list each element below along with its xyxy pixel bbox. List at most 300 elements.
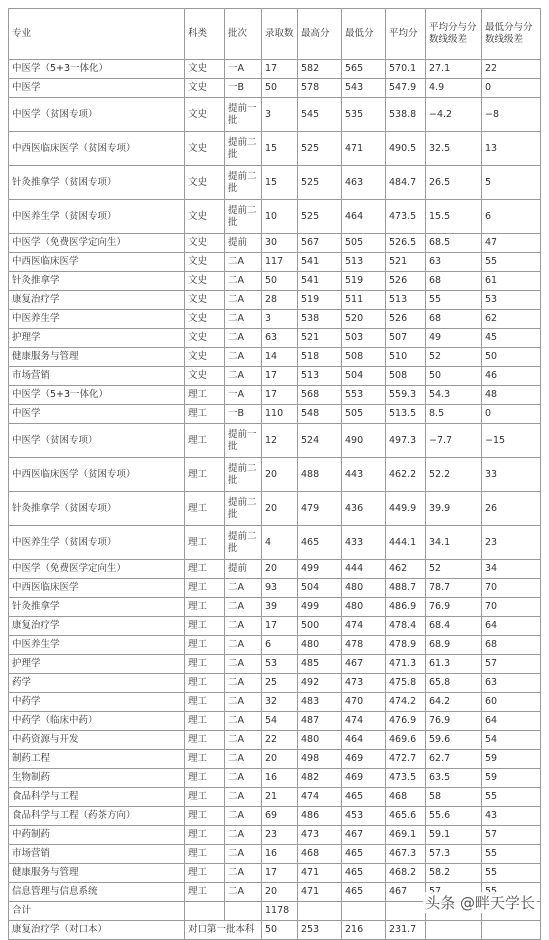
- table-cell: 17: [262, 60, 298, 79]
- table-cell: 3: [262, 310, 298, 329]
- table-cell: 提前: [225, 234, 262, 253]
- table-cell: 54.3: [426, 386, 482, 405]
- table-cell: 二A: [225, 367, 262, 386]
- table-cell: 47: [482, 234, 541, 253]
- table-cell: 理工: [185, 617, 225, 636]
- table-row: [9, 166, 541, 200]
- table-cell: 521: [298, 329, 342, 348]
- table-cell: 487: [298, 712, 342, 731]
- table-cell: 474.2: [386, 693, 426, 712]
- table-cell: 23: [262, 826, 298, 845]
- table-cell: 3: [262, 98, 298, 132]
- table-row: [9, 617, 541, 636]
- table-cell: 468: [298, 845, 342, 864]
- table-cell: 64: [482, 617, 541, 636]
- table-cell: 市场营销: [9, 845, 185, 864]
- table-cell: −15: [482, 424, 541, 458]
- table-cell: 473: [342, 674, 386, 693]
- header-row: [9, 9, 541, 60]
- table-row: [9, 788, 541, 807]
- table-cell: 58: [426, 788, 482, 807]
- table-cell: 465: [342, 845, 386, 864]
- total-label: 合计: [9, 902, 185, 921]
- empty-cell: [298, 902, 342, 921]
- table-cell: 538.8: [386, 98, 426, 132]
- table-cell: 34: [482, 560, 541, 579]
- table-cell: 55: [482, 253, 541, 272]
- table-cell: 68.4: [426, 617, 482, 636]
- table-cell: 436: [342, 492, 386, 526]
- table-cell: 提前二批: [225, 132, 262, 166]
- table-cell: 针灸推拿学: [9, 272, 185, 291]
- vocational-max: 253: [298, 921, 342, 940]
- table-cell: 中医学（5+3一体化）: [9, 386, 185, 405]
- table-cell: 469.6: [386, 731, 426, 750]
- watermark: 头条 @畔天学长: [425, 894, 535, 912]
- table-cell: 570.1: [386, 60, 426, 79]
- table-cell: 61.3: [426, 655, 482, 674]
- table-row: [9, 579, 541, 598]
- table-cell: 护理学: [9, 329, 185, 348]
- table-cell: 二A: [225, 253, 262, 272]
- table-cell: 25: [262, 674, 298, 693]
- table-cell: 8.5: [426, 405, 482, 424]
- table-cell: 二A: [225, 272, 262, 291]
- table-cell: 提前二批: [225, 492, 262, 526]
- table-cell: 二A: [225, 579, 262, 598]
- table-cell: 64: [482, 712, 541, 731]
- table-cell: 480: [298, 636, 342, 655]
- table-cell: 52: [426, 560, 482, 579]
- table-cell: 508: [386, 367, 426, 386]
- table-cell: 理工: [185, 712, 225, 731]
- table-cell: 473.5: [386, 769, 426, 788]
- table-row: [9, 234, 541, 253]
- table-cell: 68: [426, 310, 482, 329]
- table-cell: 50: [426, 367, 482, 386]
- table-cell: 499: [298, 560, 342, 579]
- table-cell: 503: [342, 329, 386, 348]
- table-cell: 理工: [185, 492, 225, 526]
- table-row: [9, 731, 541, 750]
- table-cell: 6: [262, 636, 298, 655]
- table-cell: 文史: [185, 329, 225, 348]
- table-cell: 理工: [185, 405, 225, 424]
- table-cell: 药学: [9, 674, 185, 693]
- header-major: 专业: [9, 9, 185, 60]
- table-cell: 68.9: [426, 636, 482, 655]
- table-cell: 17: [262, 386, 298, 405]
- table-cell: 文史: [185, 272, 225, 291]
- table-cell: 478.9: [386, 636, 426, 655]
- table-cell: 498: [298, 750, 342, 769]
- table-cell: 490.5: [386, 132, 426, 166]
- table-cell: 462: [386, 560, 426, 579]
- table-cell: 444.1: [386, 526, 426, 560]
- vocational-count: 50: [262, 921, 298, 940]
- table-cell: 543: [342, 79, 386, 98]
- table-cell: 15: [262, 166, 298, 200]
- table-cell: 471: [342, 132, 386, 166]
- table-cell: 553: [342, 386, 386, 405]
- table-cell: 中医学（5+3一体化）: [9, 60, 185, 79]
- table-cell: 中医养生学: [9, 636, 185, 655]
- table-cell: 中医学（免费医学定向生）: [9, 560, 185, 579]
- table-cell: 中药学: [9, 693, 185, 712]
- table-cell: 理工: [185, 731, 225, 750]
- empty-cell: [386, 902, 426, 921]
- table-cell: 27.1: [426, 60, 482, 79]
- table-row: [9, 79, 541, 98]
- table-cell: 480: [342, 598, 386, 617]
- table-cell: 474: [342, 617, 386, 636]
- table-cell: 486.9: [386, 598, 426, 617]
- table-cell: 59.1: [426, 826, 482, 845]
- table-cell: 521: [386, 253, 426, 272]
- table-cell: 467: [342, 826, 386, 845]
- table-cell: 二A: [225, 674, 262, 693]
- table-cell: 53: [482, 291, 541, 310]
- table-cell: 545: [298, 98, 342, 132]
- table-cell: 59: [482, 750, 541, 769]
- table-cell: 10: [262, 200, 298, 234]
- table-cell: 17: [262, 617, 298, 636]
- table-cell: 中西医临床医学: [9, 253, 185, 272]
- table-cell: 492: [298, 674, 342, 693]
- table-cell: 63.5: [426, 769, 482, 788]
- table-cell: 理工: [185, 769, 225, 788]
- table-cell: 61: [482, 272, 541, 291]
- table-cell: 520: [342, 310, 386, 329]
- table-row: [9, 712, 541, 731]
- table-cell: 文史: [185, 98, 225, 132]
- vocational-row: [9, 921, 541, 940]
- table-cell: 13: [482, 132, 541, 166]
- table-cell: 513: [298, 367, 342, 386]
- table-cell: 70: [482, 579, 541, 598]
- table-row: [9, 526, 541, 560]
- table-cell: 文史: [185, 60, 225, 79]
- header-avg-score: 平均分: [386, 9, 426, 60]
- table-row: [9, 769, 541, 788]
- table-cell: 理工: [185, 750, 225, 769]
- table-cell: 508: [342, 348, 386, 367]
- table-cell: 制药工程: [9, 750, 185, 769]
- table-cell: 一A: [225, 60, 262, 79]
- table-cell: 理工: [185, 788, 225, 807]
- table-cell: 480: [298, 731, 342, 750]
- table-cell: 490: [342, 424, 386, 458]
- table-cell: 文史: [185, 200, 225, 234]
- table-cell: 12: [262, 424, 298, 458]
- table-cell: 469.1: [386, 826, 426, 845]
- table-row: [9, 693, 541, 712]
- table-cell: 55: [426, 291, 482, 310]
- table-cell: 62: [482, 310, 541, 329]
- table-cell: 474: [342, 712, 386, 731]
- table-cell: 117: [262, 253, 298, 272]
- table-cell: 57: [482, 655, 541, 674]
- table-cell: 467: [342, 655, 386, 674]
- table-row: [9, 329, 541, 348]
- table-cell: 63: [482, 674, 541, 693]
- table-cell: 理工: [185, 883, 225, 902]
- table-cell: 理工: [185, 826, 225, 845]
- table-cell: 462.2: [386, 458, 426, 492]
- table-cell: 473: [298, 826, 342, 845]
- table-cell: 20: [262, 458, 298, 492]
- table-cell: 文史: [185, 79, 225, 98]
- table-cell: 70: [482, 598, 541, 617]
- table-cell: 中药学（临床中药）: [9, 712, 185, 731]
- table-cell: 58.2: [426, 864, 482, 883]
- table-cell: 17: [262, 864, 298, 883]
- table-cell: 文史: [185, 166, 225, 200]
- table-cell: 22: [482, 60, 541, 79]
- table-cell: 二A: [225, 731, 262, 750]
- table-cell: 464: [342, 200, 386, 234]
- table-cell: 478.4: [386, 617, 426, 636]
- table-cell: 469: [342, 750, 386, 769]
- table-cell: 535: [342, 98, 386, 132]
- table-row: [9, 636, 541, 655]
- table-cell: 50: [482, 348, 541, 367]
- table-cell: 525: [298, 132, 342, 166]
- header-min-diff: 最低分与分数线级差: [482, 9, 541, 60]
- table-cell: 理工: [185, 526, 225, 560]
- table-cell: 中医学: [9, 405, 185, 424]
- table-row: [9, 200, 541, 234]
- table-cell: 文史: [185, 234, 225, 253]
- table-cell: 二A: [225, 845, 262, 864]
- table-cell: 20: [262, 492, 298, 526]
- table-cell: 提前一批: [225, 424, 262, 458]
- table-cell: 二A: [225, 826, 262, 845]
- table-cell: 健康服务与管理: [9, 348, 185, 367]
- header-min-score: 最低分: [342, 9, 386, 60]
- table-cell: 55: [482, 845, 541, 864]
- table-cell: 理工: [185, 864, 225, 883]
- table-cell: 465.6: [386, 807, 426, 826]
- table-cell: 32: [262, 693, 298, 712]
- table-cell: 488: [298, 458, 342, 492]
- table-cell: 500: [298, 617, 342, 636]
- table-cell: 478: [342, 636, 386, 655]
- table-cell: 68: [426, 272, 482, 291]
- table-cell: 中医学（免费医学定向生）: [9, 234, 185, 253]
- table-cell: 54: [262, 712, 298, 731]
- table-cell: 康复治疗学: [9, 291, 185, 310]
- table-cell: 20: [262, 883, 298, 902]
- table-cell: 497.3: [386, 424, 426, 458]
- table-cell: 54: [482, 731, 541, 750]
- table-cell: 65.8: [426, 674, 482, 693]
- table-cell: 76.9: [426, 598, 482, 617]
- header-batch: 批次: [225, 9, 262, 60]
- table-cell: 食品科学与工程: [9, 788, 185, 807]
- table-cell: 55.6: [426, 807, 482, 826]
- table-cell: 提前二批: [225, 526, 262, 560]
- table-cell: 15.5: [426, 200, 482, 234]
- table-cell: 76.9: [426, 712, 482, 731]
- vocational-min: 216: [342, 921, 386, 940]
- table-cell: 486: [298, 807, 342, 826]
- table-cell: 食品科学与工程（药茶方向）: [9, 807, 185, 826]
- table-cell: 519: [342, 272, 386, 291]
- table-cell: 52: [426, 348, 482, 367]
- table-cell: 474: [298, 788, 342, 807]
- table-cell: 16: [262, 769, 298, 788]
- table-row: [9, 826, 541, 845]
- table-cell: 110: [262, 405, 298, 424]
- table-cell: 505: [342, 234, 386, 253]
- table-cell: 518: [298, 348, 342, 367]
- table-cell: 理工: [185, 845, 225, 864]
- table-cell: 4: [262, 526, 298, 560]
- table-cell: 14: [262, 348, 298, 367]
- table-cell: 467: [386, 883, 426, 902]
- table-cell: 505: [342, 405, 386, 424]
- table-cell: 中西医临床医学（贫困专项）: [9, 132, 185, 166]
- table-cell: 提前二批: [225, 200, 262, 234]
- table-cell: 提前二批: [225, 166, 262, 200]
- table-cell: 中医学（贫困专项）: [9, 98, 185, 132]
- table-cell: 472.7: [386, 750, 426, 769]
- table-cell: 17: [262, 367, 298, 386]
- table-cell: 文史: [185, 348, 225, 367]
- empty-cell: [185, 902, 225, 921]
- table-cell: 513: [342, 253, 386, 272]
- table-cell: 32.5: [426, 132, 482, 166]
- table-cell: 20: [262, 750, 298, 769]
- table-row: [9, 367, 541, 386]
- table-cell: 生物制药: [9, 769, 185, 788]
- table-cell: 二A: [225, 655, 262, 674]
- table-cell: 504: [342, 367, 386, 386]
- table-cell: 15: [262, 132, 298, 166]
- empty-cell: [225, 902, 262, 921]
- table-cell: 30: [262, 234, 298, 253]
- table-cell: 中药资源与开发: [9, 731, 185, 750]
- table-cell: 547.9: [386, 79, 426, 98]
- table-cell: 二A: [225, 617, 262, 636]
- table-cell: 5: [482, 166, 541, 200]
- table-cell: 468: [386, 788, 426, 807]
- table-cell: 488.7: [386, 579, 426, 598]
- table-cell: 568: [298, 386, 342, 405]
- header-max-score: 最高分: [298, 9, 342, 60]
- header-admitted: 录取数: [262, 9, 298, 60]
- table-cell: 二A: [225, 310, 262, 329]
- table-cell: 55: [482, 788, 541, 807]
- table-cell: 465: [298, 526, 342, 560]
- table-cell: 511: [342, 291, 386, 310]
- table-cell: 52.2: [426, 458, 482, 492]
- table-cell: 34.1: [426, 526, 482, 560]
- table-cell: 480: [342, 579, 386, 598]
- table-row: [9, 864, 541, 883]
- table-cell: −8: [482, 98, 541, 132]
- table-cell: 理工: [185, 424, 225, 458]
- table-cell: 健康服务与管理: [9, 864, 185, 883]
- header-category: 科类: [185, 9, 225, 60]
- table-cell: 理工: [185, 458, 225, 492]
- table-cell: 20: [262, 560, 298, 579]
- table-cell: 567: [298, 234, 342, 253]
- table-cell: 二A: [225, 291, 262, 310]
- table-cell: 理工: [185, 655, 225, 674]
- table-cell: −4.2: [426, 98, 482, 132]
- table-cell: 582: [298, 60, 342, 79]
- table-cell: 二A: [225, 750, 262, 769]
- table-cell: 485: [298, 655, 342, 674]
- table-row: [9, 253, 541, 272]
- table-cell: 23: [482, 526, 541, 560]
- table-row: [9, 674, 541, 693]
- table-cell: 中医学（贫困专项）: [9, 424, 185, 458]
- table-cell: 465: [342, 788, 386, 807]
- table-cell: 541: [298, 272, 342, 291]
- table-cell: 469: [342, 769, 386, 788]
- table-cell: 565: [342, 60, 386, 79]
- table-cell: 464: [342, 731, 386, 750]
- table-cell: 541: [298, 253, 342, 272]
- table-row: [9, 807, 541, 826]
- table-cell: 471: [298, 883, 342, 902]
- table-cell: 0: [482, 79, 541, 98]
- table-cell: 59.6: [426, 731, 482, 750]
- table-cell: 16: [262, 845, 298, 864]
- table-cell: 475.8: [386, 674, 426, 693]
- table-row: [9, 598, 541, 617]
- table-cell: 513.5: [386, 405, 426, 424]
- table-cell: 中医养生学（贫困专项）: [9, 526, 185, 560]
- table-cell: 548: [298, 405, 342, 424]
- table-cell: 针灸推拿学（贫困专项）: [9, 166, 185, 200]
- table-cell: 26: [482, 492, 541, 526]
- empty-cell: [342, 902, 386, 921]
- table-row: [9, 272, 541, 291]
- table-cell: 中西医临床医学: [9, 579, 185, 598]
- vocational-major: 康复治疗学（对口本）: [9, 921, 185, 940]
- table-cell: 中药制药: [9, 826, 185, 845]
- table-cell: 482: [298, 769, 342, 788]
- table-cell: 理工: [185, 674, 225, 693]
- table-cell: 524: [298, 424, 342, 458]
- table-cell: 499: [298, 598, 342, 617]
- table-cell: 二A: [225, 693, 262, 712]
- vocational-avg: 231.7: [386, 921, 426, 940]
- table-cell: 文史: [185, 291, 225, 310]
- table-cell: 449.9: [386, 492, 426, 526]
- table-cell: 中医养生学（贫困专项）: [9, 200, 185, 234]
- table-cell: 二A: [225, 864, 262, 883]
- table-row: [9, 386, 541, 405]
- table-cell: 0: [482, 405, 541, 424]
- table-cell: 中医养生学: [9, 310, 185, 329]
- table-cell: 一B: [225, 405, 262, 424]
- table-cell: 文史: [185, 132, 225, 166]
- table-cell: 文史: [185, 310, 225, 329]
- table-cell: 504: [298, 579, 342, 598]
- table-cell: 针灸推拿学（贫困专项）: [9, 492, 185, 526]
- table-cell: 465: [342, 883, 386, 902]
- table-cell: 473.5: [386, 200, 426, 234]
- table-cell: 提前: [225, 560, 262, 579]
- table-cell: 68.5: [426, 234, 482, 253]
- table-row: [9, 132, 541, 166]
- table-cell: 二A: [225, 883, 262, 902]
